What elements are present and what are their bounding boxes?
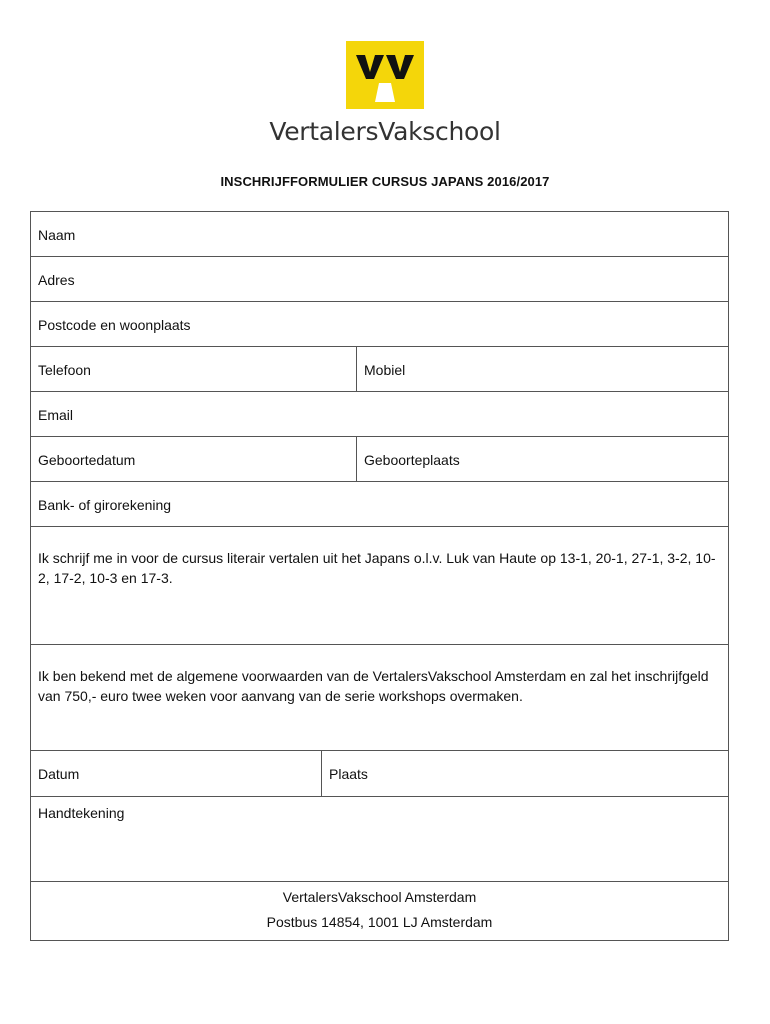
row-geboorte xyxy=(31,437,728,482)
row-telefoon-mobiel xyxy=(31,347,728,392)
mobiel-label: Mobiel xyxy=(364,362,406,378)
adres-field[interactable] xyxy=(31,257,728,301)
form-title: INSCHRIJFFORMULIER CURSUS JAPANS 2016/2017 xyxy=(220,174,550,189)
geboorteplaats-label: Geboorteplaats xyxy=(364,452,460,468)
bank-field[interactable] xyxy=(31,482,728,526)
datum-label: Datum xyxy=(38,766,80,782)
telefoon-field[interactable] xyxy=(31,347,357,391)
naam-field[interactable] xyxy=(31,212,728,256)
telefoon-label: Telefoon xyxy=(38,362,91,378)
row-naam xyxy=(31,212,728,257)
form-footer xyxy=(31,882,728,941)
registration-form xyxy=(30,211,729,941)
vv-logo-icon xyxy=(346,41,424,109)
bank-label: Bank- of girorekening xyxy=(38,497,172,513)
geboortedatum-label: Geboortedatum xyxy=(38,452,136,468)
row-bank xyxy=(31,482,728,527)
plaats-field[interactable] xyxy=(322,751,728,796)
email-field[interactable] xyxy=(31,392,728,436)
footer-address: Postbus 14854, 1001 LJ Amsterdam xyxy=(266,914,493,930)
email-label: Email xyxy=(38,407,74,423)
row-adres xyxy=(31,257,728,302)
row-terms-statement xyxy=(31,645,728,751)
handtekening-label: Handtekening xyxy=(38,805,125,821)
mobiel-field[interactable] xyxy=(357,347,728,391)
row-course-statement xyxy=(31,527,728,645)
geboortedatum-field[interactable] xyxy=(31,437,357,481)
handtekening-field[interactable] xyxy=(31,797,728,881)
postcode-field[interactable] xyxy=(31,302,728,346)
brand-name: VertalersVakschool xyxy=(269,117,501,146)
naam-label: Naam xyxy=(38,227,76,243)
footer-name: VertalersVakschool Amsterdam xyxy=(282,889,477,905)
geboorteplaats-field[interactable] xyxy=(357,437,728,481)
terms-statement: Ik ben bekend met de algemene voorwaarden van de VertalersVakschool Amsterdam en zal het inschrijfgeld van 750,- euro twee weken voor aanvang van de serie workshops overmaken. xyxy=(38,668,709,704)
course-statement: Ik schrijf me in voor de cursus literair vertalen uit het Japans o.l.v. Luk van Haute op 13-1, 20-1, 27-1, 3-2, 10-2, 17-2, 10-3 en 17-3. xyxy=(38,550,716,586)
plaats-label: Plaats xyxy=(329,766,368,782)
datum-field[interactable] xyxy=(31,751,322,796)
row-handtekening xyxy=(31,797,728,882)
postcode-label: Postcode en woonplaats xyxy=(38,317,191,333)
row-postcode xyxy=(31,302,728,347)
row-datum-plaats xyxy=(31,751,728,797)
adres-label: Adres xyxy=(38,272,75,288)
row-email xyxy=(31,392,728,437)
